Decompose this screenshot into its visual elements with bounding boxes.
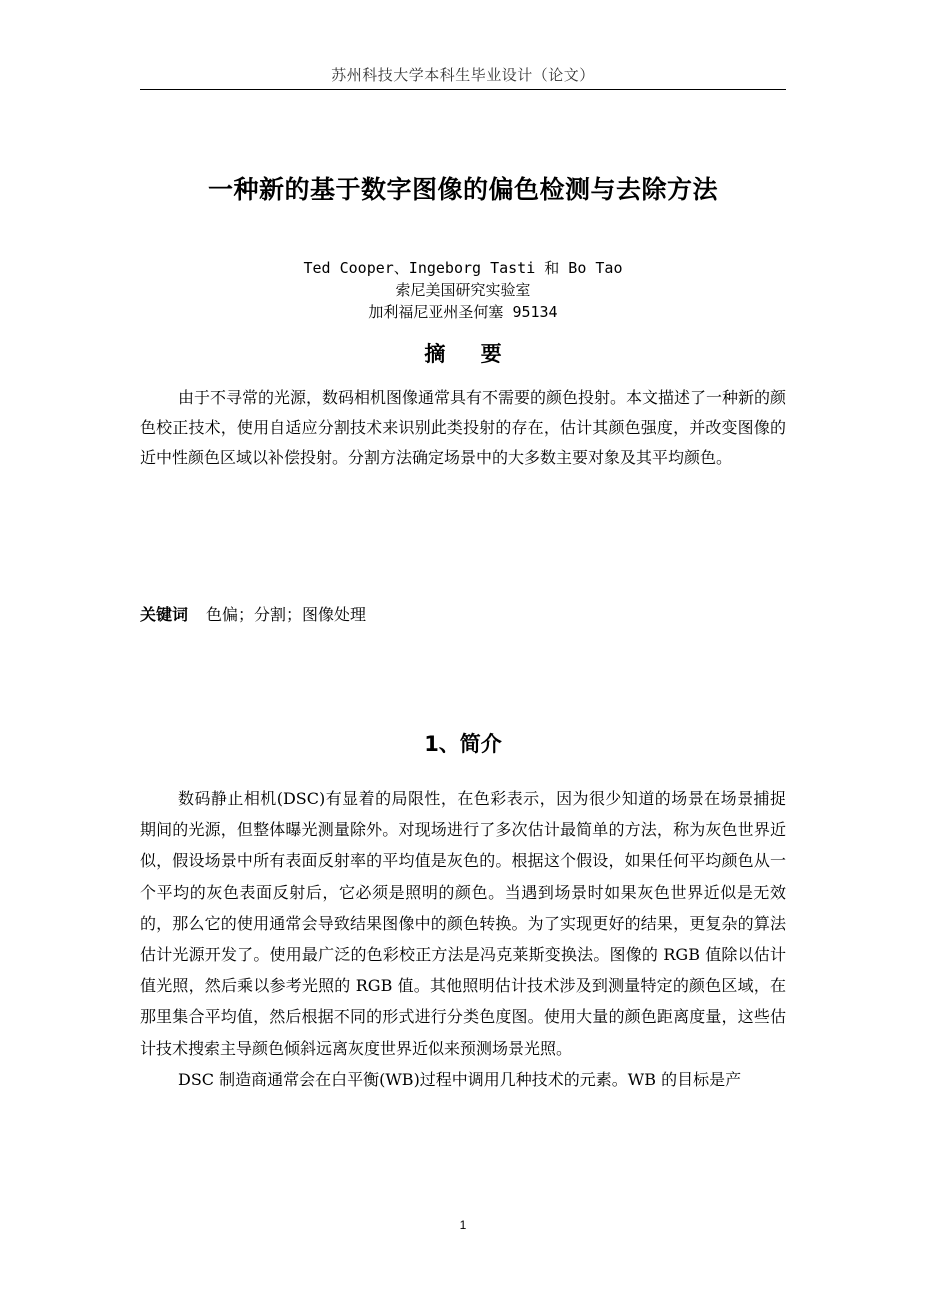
header-rule: [140, 89, 786, 90]
author-affiliation: 索尼美国研究实验室: [395, 281, 531, 299]
keywords-text: 色偏；分割；图像处理: [206, 605, 367, 624]
author-block: [140, 257, 786, 323]
author-names: Ted Cooper、Ingeborg Tasti 和 Bo Tao: [303, 259, 623, 277]
section-body-introduction: [140, 783, 786, 1095]
paper-title: 一种新的基于数字图像的偏色检测与去除方法: [207, 175, 718, 204]
body-paragraph: DSC 制造商通常会在白平衡(WB)过程中调用几种技术的元素。WB 的目标是产: [178, 1069, 742, 1089]
keywords-label: 关键词: [140, 605, 189, 624]
running-header: 苏州科技大学本科生毕业设计（论文）: [331, 66, 595, 84]
body-paragraph: 数码静止相机(DSC)有显着的局限性，在色彩表示，因为很少知道的场景在场景捕捉期间的光源，但整体曝光测量除外。对现场进行了多次估计最简单的方法，称为灰色世界近似，假设场景中所有表面反射率的平均值是灰色的。根据这个假设，如果任何平均颜色从一个平均的灰色表面反射后，它必须是照明的颜色。当遇到场景时如果灰色世界近似是无效的，那么它的使用通常会导致结果图像中的颜色转换。为了实现更好的结果，更复杂的算法估计光源开发了。使用最广泛的色彩校正方法是冯克莱斯变换法。图像的 RGB 值除以估计值光照，然后乘以参考光照的 RGB 值。其他照明估计技术涉及到测量特定的颜色区域，在那里集合平均值，然后根据不同的形式进行分类色度图。使用大量的颜色距离度量，这些估计技术搜索主导颜色倾斜远离灰度世界近似来预测场景光照。: [140, 789, 786, 1058]
abstract-text: 由于不寻常的光源，数码相机图像通常具有不需要的颜色投射。本文描述了一种新的颜色校正技术，使用自适应分割技术来识别此类投射的存在，估计其颜色强度，并改变图像的近中性颜色区域以补偿投射。分割方法确定场景中的大多数主要对象及其平均颜色。: [140, 388, 787, 467]
keywords: [140, 602, 786, 625]
author-location: 加利福尼亚州圣何塞 95134: [368, 303, 558, 321]
page-number: 1: [459, 1218, 467, 1232]
section-heading-introduction: 1、简介: [424, 732, 502, 756]
abstract-heading: 摘 要: [424, 342, 516, 366]
